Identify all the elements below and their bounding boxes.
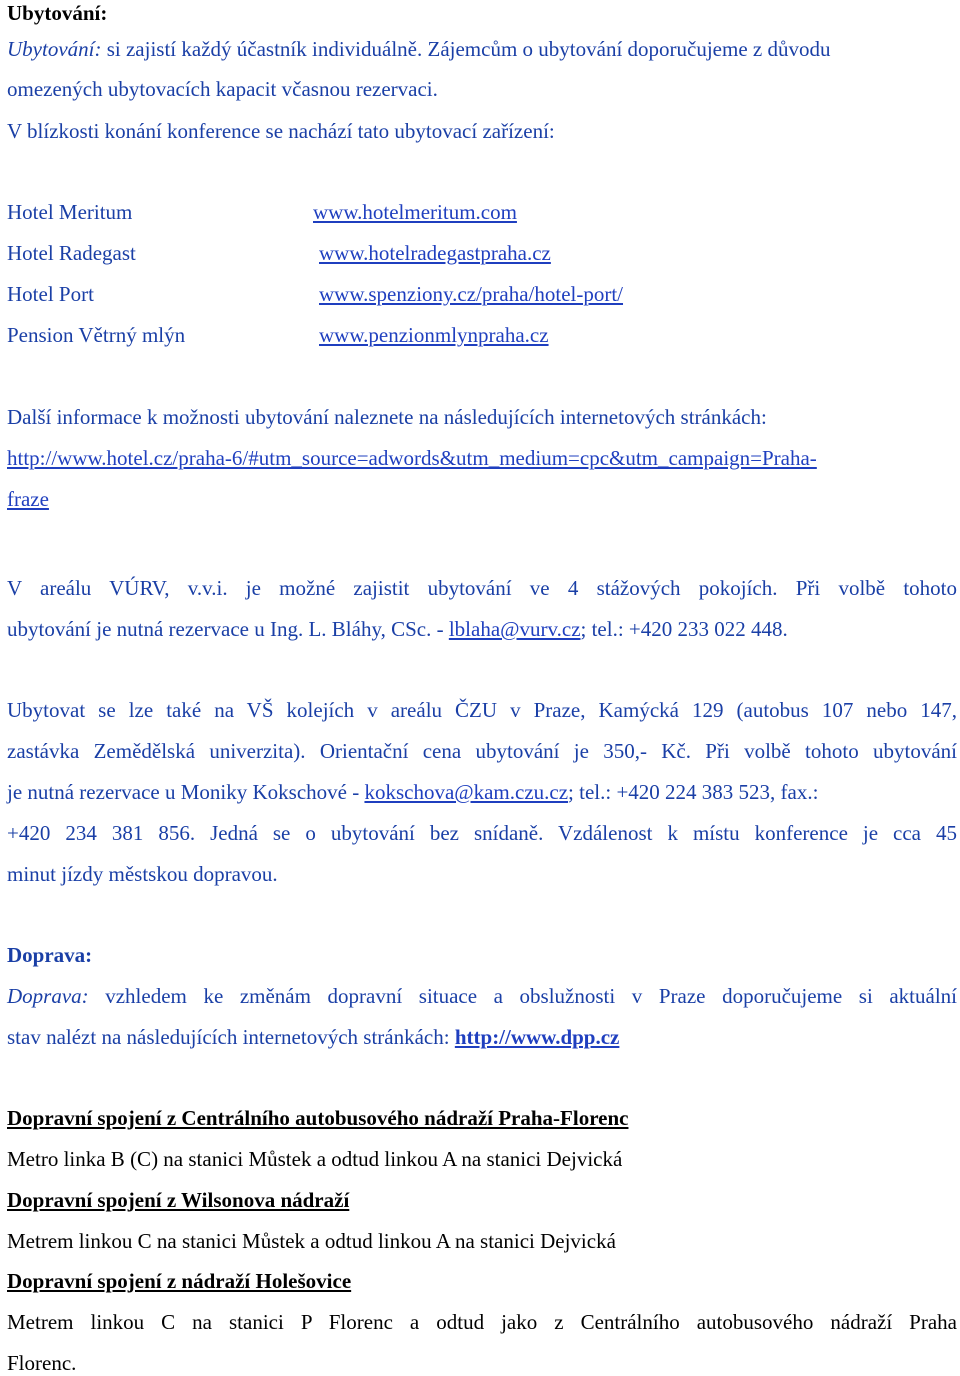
accommodation-intro-rest: si zajistí každý účastník individuálně. Zájemcům o ubytování doporučujeme z důvodu [101,37,831,61]
transport-intro-line-2-text: stav nalézt na následujících internetových stránkách: [7,1025,455,1049]
transport-heading: Doprava: [7,943,93,967]
czu-line-5: minut jízdy městskou dopravou. [7,862,278,886]
hotel-name-radegast: Hotel Radegast [7,241,136,265]
vurv-line-2 [7,616,788,642]
transport-intro-rest: vzhledem ke změnám dopravní situace a obslužnosti v Praze doporučujeme si aktuální [88,984,957,1008]
connection-text-wilsonovo: Metrem linkou C na stanici Můstek a odtud linkou A na stanici Dejvická [7,1229,616,1253]
czu-line-3 [7,779,818,805]
vurv-line-2-text: ubytování je nutná rezervace u Ing. L. Bláhy, CSc. - [7,617,449,641]
more-info-link-line-2[interactable]: fraze [7,487,49,511]
connection-text-holesovice: Metrem linkou C na stanici P Florenc a odtud jako z Centrálního autobusového nádraží Praha [7,1310,957,1334]
hotel-name-vetrny-mlyn: Pension Větrný mlýn [7,323,186,347]
hotel-name-port: Hotel Port [7,282,94,306]
transport-intro-italic: Doprava: [7,984,89,1008]
transport-intro-line-1 [7,983,957,1009]
hotel-link-vetrny-mlyn[interactable]: www.penzionmlynpraha.cz [319,323,549,347]
dpp-link[interactable]: http://www.dpp.cz [454,1025,620,1049]
accommodation-intro-line-2: omezených ubytovacích kapacit včasnou rezervaci. [7,77,438,101]
czu-email-link[interactable]: kokschova@kam.czu.cz [364,780,569,804]
transport-intro-line-2 [7,1024,619,1050]
hotel-link-port[interactable]: www.spenziony.cz/praha/hotel-port/ [319,282,624,306]
czu-line-3-text: je nutná rezervace u Moniky Kokschové - [7,780,365,804]
connection-title-wilsonovo: Dopravní spojení z Wilsonova nádraží [7,1188,350,1212]
connection-text-holesovice-2: Florenc. [7,1351,77,1375]
czu-line-1: Ubytovat se lze také na VŠ kolejích v areálu ČZU v Praze, Kamýcká 129 (autobus 107 nebo 147, [7,698,957,722]
connection-title-florenc: Dopravní spojení z Centrálního autobusového nádraží Praha-Florenc [7,1106,629,1130]
accommodation-intro-italic: Ubytování: [7,37,102,61]
accommodation-nearby-line: V blízkosti konání konference se nachází tato ubytovací zařízení: [7,119,555,143]
hotel-link-meritum[interactable]: www.hotelmeritum.com [313,200,517,224]
accommodation-heading: Ubytování: [7,1,108,25]
hotel-name-meritum: Hotel Meritum [7,200,133,224]
czu-line-4: +420 234 381 856. Jedná se o ubytování bez snídaně. Vzdálenost k místu konference je cca 45 [7,821,957,845]
hotel-link-radegast[interactable]: www.hotelradegastpraha.cz [319,241,551,265]
czu-phone-text: ; tel.: +420 224 383 523, fax.: [568,780,819,804]
connection-title-holesovice: Dopravní spojení z nádraží Holešovice [7,1269,352,1293]
connection-text-florenc: Metro linka B (C) na stanici Můstek a odtud linkou A na stanici Dejvická [7,1147,623,1171]
vurv-email-link[interactable]: lblaha@vurv.cz [448,617,581,641]
vurv-line-1: V areálu VÚRV, v.v.i. je možné zajistit ubytování ve 4 stážových pokojích. Při volbě tohoto [7,576,957,600]
czu-line-2: zastávka Zemědělská univerzita). Orientační cena ubytování je 350,- Kč. Při volbě tohoto ubytování [7,739,957,763]
more-info-text: Další informace k možnosti ubytování naleznete na následujících internetových stránkách: [7,405,767,429]
more-info-link-line-1[interactable]: http://www.hotel.cz/praha-6/#utm_source=adwords&utm_medium=cpc&utm_campaign=Praha- [7,446,817,470]
accommodation-intro-line-1 [7,36,830,62]
vurv-phone-text: ; tel.: +420 233 022 448. [580,617,788,641]
